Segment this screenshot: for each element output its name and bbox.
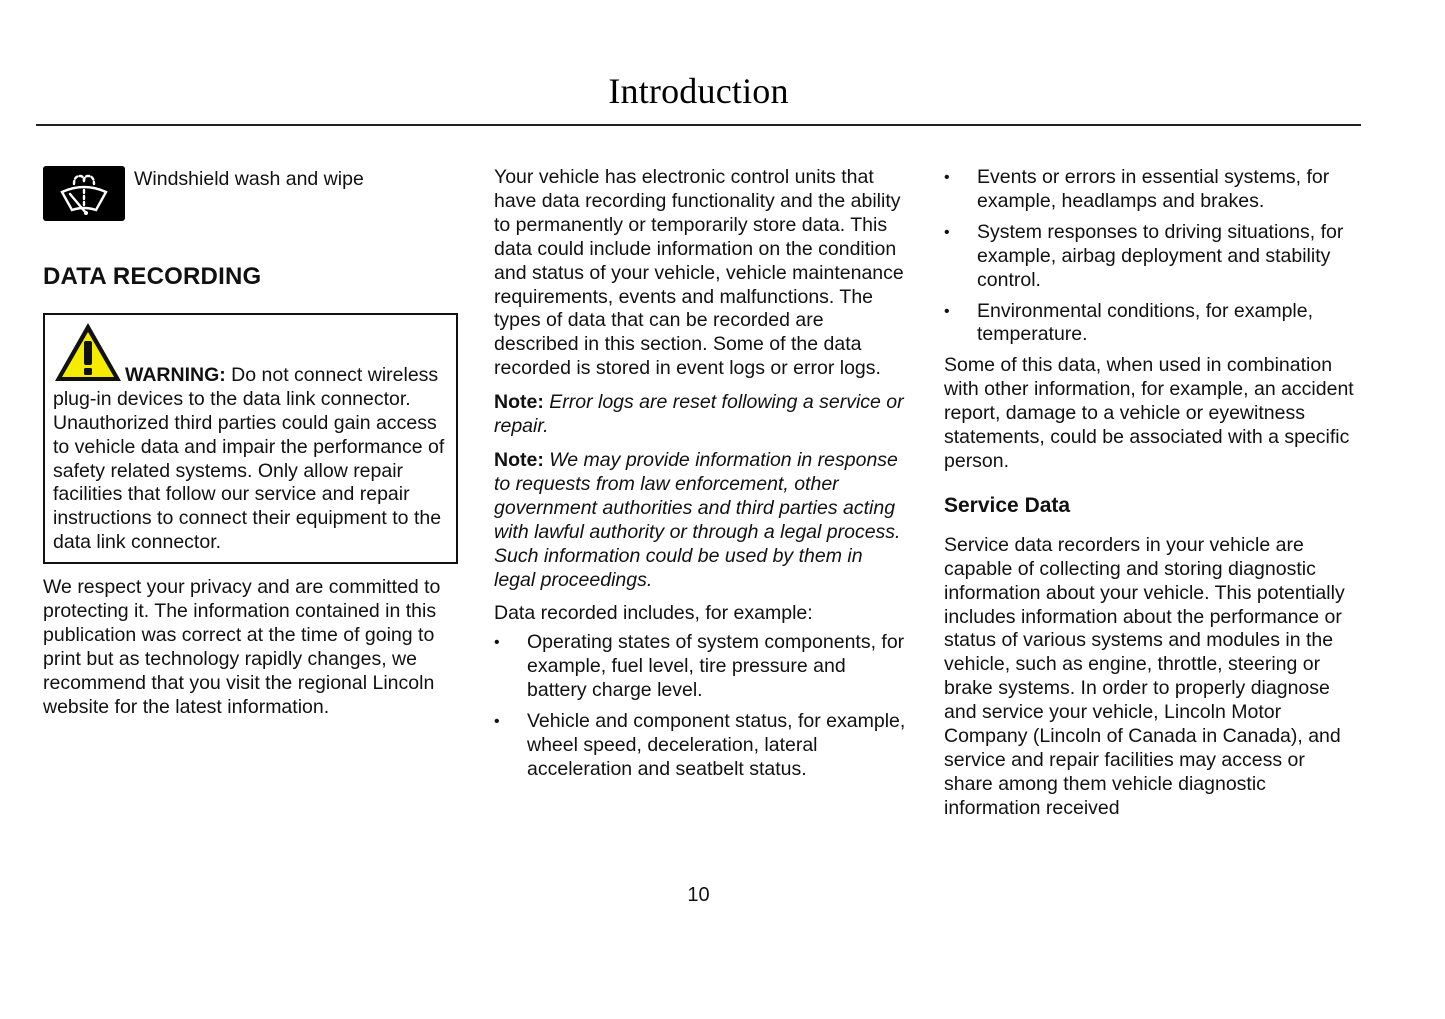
column-3: [944, 166, 1359, 821]
icon-entry: [43, 166, 458, 221]
note-error-logs: [494, 391, 909, 439]
icon-entry-label: Windshield wash and wipe: [134, 168, 364, 190]
data-recorded-list: [494, 631, 909, 781]
note-law-enforcement: [494, 449, 909, 592]
list-item: [494, 710, 909, 782]
list-item-text: Vehicle and component status, for example, wheel speed, deceleration, lateral acceleration and seatbelt status.: [527, 710, 906, 780]
service-data-paragraph: Service data recorders in your vehicle are capable of collecting and storing diagnostic information about your vehicle. This potentially includes information about the performance or status of various systems and modules in the vehicle, such as engine, throttle, steering or brake systems. In order to properly diagnose and service your vehicle, Lincoln Motor Company (Lincoln of Canada in Canada), and service and repair facilities may access or share among them vehicle diagnostic information received: [944, 533, 1345, 819]
column-2: [494, 166, 909, 789]
data-recorded-list-continued: [944, 166, 1359, 347]
privacy-paragraph: We respect your privacy and are committed to protecting it. The information contained in this publication was correct at the time of going to print but as technology rapidly changes, we recommend that you visit the regional Lincoln website for the latest information.: [43, 576, 441, 718]
windshield-wash-wipe-icon: [43, 166, 125, 221]
list-item: [494, 631, 909, 703]
warning-text: [53, 321, 448, 555]
list-item-text: System responses to driving situations, for example, airbag deployment and stability control.: [977, 220, 1344, 291]
list-item-text: Events or errors in essential systems, for example, headlamps and brakes.: [977, 166, 1330, 212]
bullet-icon: •: [944, 302, 950, 320]
list-item-text: Operating states of system components, for example, fuel level, tire pressure and battery charge level.: [527, 631, 905, 702]
bullet-icon: •: [944, 223, 950, 241]
note-text: Error logs are reset following a service or repair.: [494, 391, 904, 438]
page-number: 10: [687, 884, 710, 906]
list-lead: Data recorded includes, for example:: [494, 602, 813, 625]
bullet-icon: •: [494, 634, 500, 652]
bullet-icon: •: [944, 169, 950, 186]
header-rule: [36, 124, 1361, 126]
page-title: Introduction: [608, 71, 789, 111]
list-item-text: Environmental conditions, for example, temperature.: [977, 299, 1314, 346]
warning-triangle-icon: [53, 321, 123, 383]
intro-paragraph: Your vehicle has electronic control units that have data recording functionality and the ability to permanently or temporarily store data. This data could include information on the condition and status of your vehicle, vehicle maintenance requirements, events and malfunctions. The types of data that can be recorded are described in this section. Some of the data recorded is stored in event logs or error logs.: [494, 166, 904, 380]
note-label: Note:: [494, 391, 544, 414]
bullet-icon: •: [494, 713, 500, 731]
list-item: [944, 221, 1359, 293]
combination-paragraph: Some of this data, when used in combination with other information, for example, an accident report, damage to a vehicle or eyewitness statements, could be associated with a specific person.: [944, 354, 1354, 472]
warning-body: Do not connect wireless plug-in devices to the data link connector. Unauthorized third parties could gain access to vehicle data and impair the performance of safety related systems. Only allow repair facilities that follow our service and repair instructions to connect their equipment to the data link connector.: [53, 363, 445, 554]
note-text: We may provide information in response to requests from law enforcement, other government authorities and third parties acting with lawful authority or through a legal process. Such information could be used by them in legal proceedings.: [494, 448, 901, 591]
column-1: [43, 166, 458, 720]
warning-label: WARNING:: [125, 363, 226, 386]
list-item: [944, 300, 1359, 348]
list-item: [944, 166, 1359, 214]
subheading-service-data: Service Data: [944, 493, 1071, 517]
note-label: Note:: [494, 448, 544, 471]
section-heading-data-recording: DATA RECORDING: [43, 263, 262, 290]
warning-box: [43, 313, 458, 564]
